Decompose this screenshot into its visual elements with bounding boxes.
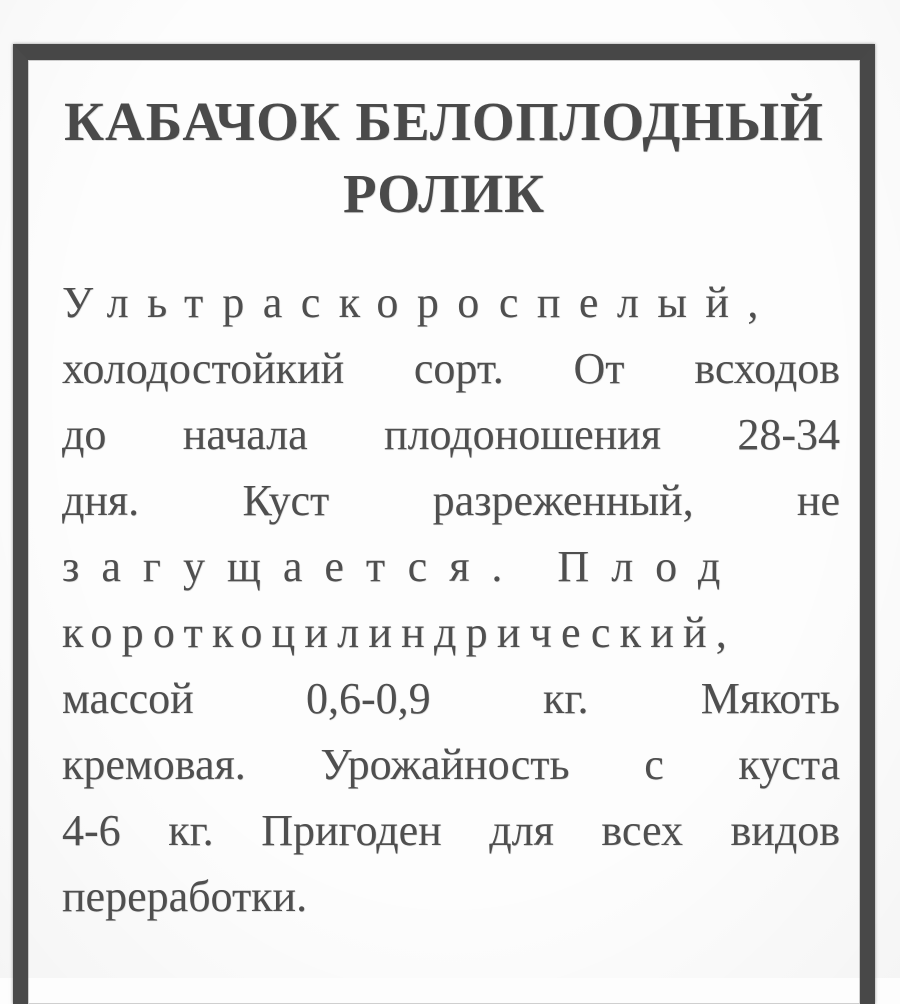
body-line: массой 0,6-0,9 кг. Мякоть bbox=[62, 674, 840, 723]
title-line-2: РОЛИК bbox=[343, 163, 545, 224]
body-line: загущается. Плод bbox=[62, 542, 743, 591]
body-line: короткоцилиндрический, bbox=[62, 608, 737, 657]
body-line: переработки. bbox=[62, 872, 308, 921]
label-frame bbox=[13, 44, 875, 1004]
body-line: кремовая. Урожайность с куста bbox=[62, 740, 840, 789]
variety-description bbox=[62, 270, 840, 930]
body-line: холодостойкий сорт. От всходов bbox=[62, 344, 840, 393]
body-line: Ультраскороспелый, bbox=[62, 278, 777, 327]
body-line: до начала плодоношения 28-34 bbox=[62, 410, 840, 459]
body-line: дня. Куст разреженный, не bbox=[62, 476, 840, 525]
variety-title bbox=[36, 86, 852, 230]
body-line: 4-6 кг. Пригоден для всех видов bbox=[62, 806, 840, 855]
title-line-1: КАБАЧОК БЕЛОПЛОДНЫЙ bbox=[64, 91, 824, 152]
